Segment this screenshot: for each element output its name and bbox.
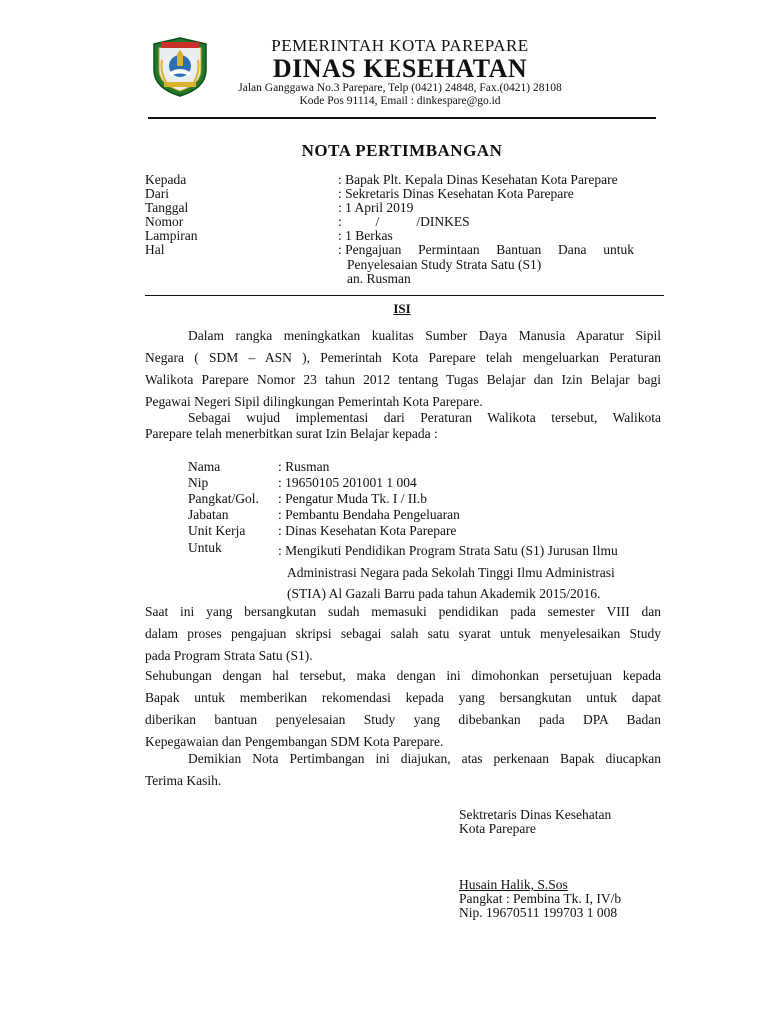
meta-hal-value <box>338 243 634 287</box>
meta-lampiran-label: Lampiran <box>145 228 198 243</box>
government-name: PEMERINTAH KOTA PAREPARE <box>271 36 529 55</box>
paragraph-closing: Demikian Nota Pertimbangan ini diajukan, atas perkenaan Bapak diucapkan Terima Kasih. <box>145 751 661 788</box>
signature-name: Husain Halik, S.Sos <box>459 877 568 892</box>
meta-kepada-label: Kepada <box>145 172 187 187</box>
hal-line-2: Penyelesaian Study Strata Satu (S1) <box>347 256 542 272</box>
meta-divider <box>145 295 664 296</box>
detail-pangkat-value: : Pengatur Muda Tk. I / II.b <box>278 491 427 506</box>
meta-nomor-value: : / /DINKES <box>338 214 470 229</box>
office-address: Jalan Ganggawa No.3 Parepare, Telp (0421) 24848, Fax.(0421) 28108 <box>238 82 562 94</box>
hal-line-3: an. Rusman <box>347 271 411 286</box>
paragraph-intro: Dalam rangka meningkatkan kualitas Sumber Daya Manusia Aparatur Sipil Negara ( SDM – ASN ), Pemerintah Kota Parepare telah mengeluarkan Peraturan Walikota Parepare Nomor 23 tahun 2012 tentang Tugas Belajar dan Izin Belajar bagi Pegawai Negeri Sipil dilingkungan Pemerintah Kota Parepare. <box>145 328 661 409</box>
document-title: NOTA PERTIMBANGAN <box>301 141 503 160</box>
detail-untuk-label: Untuk <box>188 540 222 555</box>
paragraph-request: Sehubungan dengan hal tersebut, maka dengan ini dimohonkan persetujuan kepada Bapak untuk memberikan rekomendasi kepada yang bersangkutan untuk dapat diberikan bantuan penyelesaian Study yang dibebankan pada DPA Badan Kepegawaian dan Pengembangan SDM Kota Parepare. <box>145 668 661 749</box>
meta-dari-label: Dari <box>145 186 169 201</box>
header-divider <box>148 117 656 119</box>
meta-tanggal-value: : 1 April 2019 <box>338 200 414 215</box>
detail-jabatan-label: Jabatan <box>188 507 229 522</box>
detail-nip-value: : 19650105 201001 1 004 <box>278 475 417 490</box>
detail-nip-label: Nip <box>188 475 209 490</box>
detail-untuk-value: : Mengikuti Pendidikan Program Strata Satu (S1) Jurusan Ilmu Administrasi Negara pada Sekolah Tinggi Ilmu Administrasi (STIA) Al Gazali Barru pada tahun Akademik 2015/2016. <box>278 543 618 601</box>
signature-nip: Nip. 19670511 199703 1 008 <box>459 905 618 920</box>
section-heading-isi: ISI <box>393 301 411 316</box>
meta-hal-label: Hal <box>145 242 165 257</box>
paragraph-status: Saat ini yang bersangkutan sudah memasuki pendidikan pada semester VIII dan dalam proses pengajuan skripsi sebagai salah satu syarat untuk menyelesaikan Study pada Program Strata Satu (S1). <box>145 604 661 663</box>
signature-role-2: Kota Parepare <box>459 821 536 836</box>
paragraph-implementation: Sebagai wujud implementasi dari Peraturan Walikota tersebut, Walikota Parepare telah menerbitkan surat Izin Belajar kepada : <box>145 410 661 441</box>
hal-line-1: : Pengajuan Permintaan Bantuan Dana untuk <box>338 242 634 257</box>
meta-tanggal-label: Tanggal <box>145 200 189 215</box>
detail-pangkat-label: Pangkat/Gol. <box>188 491 259 506</box>
meta-dari-value: : Sekretaris Dinas Kesehatan Kota Parepare <box>338 186 574 201</box>
office-name: DINAS KESEHATAN <box>272 54 528 83</box>
signature-rank: Pangkat : Pembina Tk. I, IV/b <box>459 891 622 906</box>
detail-unit-value: : Dinas Kesehatan Kota Parepare <box>278 523 457 538</box>
signature-role-1: Sektretaris Dinas Kesehatan <box>459 807 612 822</box>
office-postal-email: Kode Pos 91114, Email : dinkespare@go.id <box>299 95 501 107</box>
detail-nama-label: Nama <box>188 459 221 474</box>
detail-unit-label: Unit Kerja <box>188 523 246 538</box>
meta-lampiran-value: : 1 Berkas <box>338 228 393 243</box>
detail-jabatan-value: : Pembantu Bendaha Pengeluaran <box>278 507 460 522</box>
detail-nama-value: : Rusman <box>278 459 330 474</box>
meta-kepada-value: : Bapak Plt. Kepala Dinas Kesehatan Kota Parepare <box>338 172 618 187</box>
meta-nomor-label: Nomor <box>145 214 184 229</box>
